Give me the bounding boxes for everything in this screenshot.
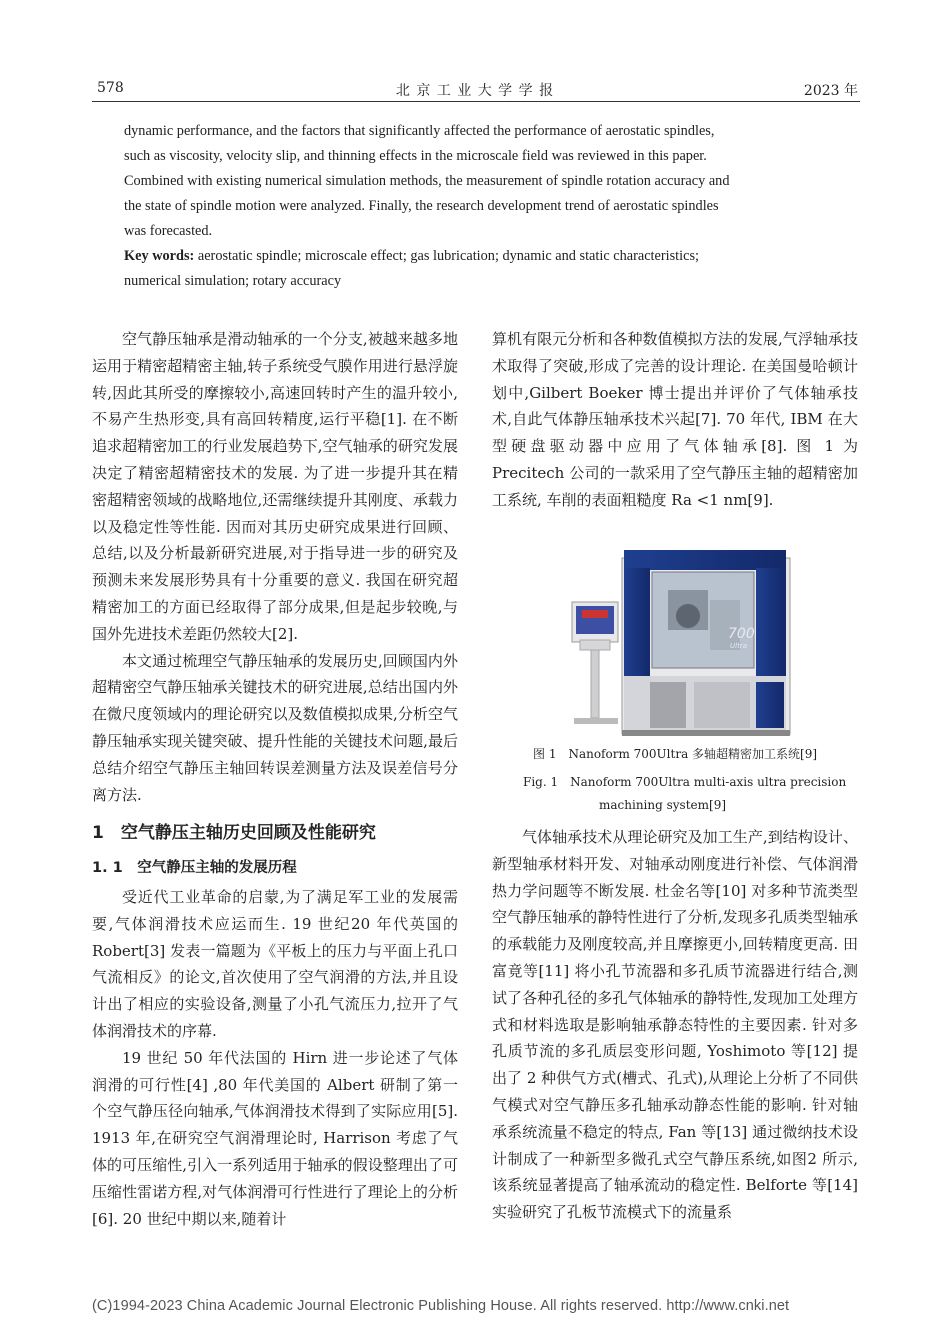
section-1-1-heading: 1. 1 空气静压主轴的发展历程 xyxy=(92,860,297,877)
section-paragraph-1: 受近代工业革命的启蒙,为了满足军工业的发展需要,气体润滑技术应运而生. 19 世纪20 年代英国的 Robert[3] 发表一篇题为《平板上的压力与平面上孔口气流相反》的论文,首次使用了空气润滑的方法,并且设计出了相应的实验设备,测量了小孔气流压力,拉开了气体润滑技术的序幕. xyxy=(92,887,458,1040)
left-column xyxy=(92,326,458,1232)
abstract-line: such as viscosity, velocity slip, and thinning effects in the microscale field was reviewed in this paper. xyxy=(124,148,707,164)
right-paragraph-2: 气体轴承技术从理论研究及加工生产,到结构设计、新型轴承材料开发、对轴承动刚度进行补偿、气体润滑热力学问题等不断发展. 杜金名等[10] 对多种节流类型空气静压轴承的静特性进行了分析,发现多孔质类型轴承的承载能力及刚度较高,并且摩擦更小,回转精度更高. 田富竟等[11] 将小孔节流器和多孔质节流器进行结合,测试了各种孔径的多孔气体轴承的静特性,发现加工处理方式和材料选取是影响轴承静态特性的主要因素. 针对多孔质节流的多孔质层变形问题, Yoshimoto 等[12] 提出了 2 种供气方式(槽式、孔式),从理论上分析了不同供气模式对空气静压多孔轴承动静态性能的影响. 针对轴承系统流量不稳定的特点, Fan 等[13] 通过微纳技术设计制成了一种新型多微孔式空气静压系统,如图2 所示,该系统显著提高了轴承流动的稳定性. Belforte 等[14] 实验研究了孔板节流模式下的流量系 xyxy=(492,828,858,1222)
abstract-line: was forecasted. xyxy=(124,223,213,239)
header-rule xyxy=(92,101,860,102)
keywords-line2: numerical simulation; rotary accuracy xyxy=(124,273,342,289)
page-number: 578 xyxy=(97,80,124,96)
section-paragraph-2: 19 世纪 50 年代法国的 Hirn 进一步论述了气体润滑的可行性[4] ,80 年代美国的 Albert 研制了第一个空气静压径向轴承,气体润滑技术得到了实际应用[5]. 1913 年,在研究空气润滑理论时, Harrison 考虑了气体的可压缩性,引入一系列适用于轴承的假设整理出了可压缩性雷诺方程,对气体润滑可行性进行了理论上的分析[6]. 20 世纪中期以来,随着计 xyxy=(92,1048,458,1228)
journal-title: 北 京 工 业 大 学 学 报 xyxy=(395,83,555,99)
abstract-line: dynamic performance, and the factors that significantly affected the performance of aerostatic spindles, xyxy=(124,123,715,139)
right-column-top xyxy=(492,326,858,514)
section-1-heading: 1 空气静压主轴历史回顾及性能研究 xyxy=(92,823,376,844)
copyright-footer: (C)1994-2023 China Academic Journal Electronic Publishing House. All rights reserved. http://www.cnki.net xyxy=(92,1298,790,1314)
figure-1-caption-en-1: Fig. 1 Nanoform 700Ultra multi-axis ultra precision xyxy=(523,775,847,789)
figure-1-image xyxy=(560,540,800,740)
keywords-line1: aerostatic spindle; microscale effect; gas lubrication; dynamic and static characteristics; xyxy=(194,248,699,264)
machine-model-sublabel: Ultra xyxy=(730,642,747,650)
intro-paragraph-1: 空气静压轴承是滑动轴承的一个分支,被越来越多地运用于精密超精密主轴,转子系统受气膜作用进行悬浮旋转,因此其所受的摩擦较小,高速回转时产生的温升较小,不易产生热形变,具有高回转精度,运行平稳[1]. 在不断追求超精密加工的行业发展趋势下,空气轴承的研究发展决定了精密超精密技术的发展. 为了进一步提升其在精密超精密领域的战略地位,还需继续提升其刚度、承载力以及稳定性等性能. 因而对其历史研究成果进行回顾、总结,以及分析最新研究进展,对于指导进一步的研究及预测未来发展形势具有十分重要的意义. 我国在研究超精密加工的方面已经取得了部分成果,但是起步较晚,与国外先进技术差距仍然较大[2]. xyxy=(92,330,458,643)
keywords xyxy=(124,244,829,269)
machine-illustration xyxy=(560,540,800,740)
right-column-bottom xyxy=(492,824,858,1226)
figure-1-caption-en-2: machining system[9] xyxy=(599,798,727,812)
right-paragraph-1: 算机有限元分析和各种数值模拟方法的发展,气浮轴承技术取得了突破,形成了完善的设计理论. 在美国曼哈顿计划中,Gilbert Boeker 博士提出并评价了气体轴承技术,自此气体静压轴承技术兴起[7]. 70 年代, IBM 在大型硬盘驱动器中应用了气体轴承[8]. 图 1 为 Precitech 公司的一款采用了空气静压主轴的超精密加工系统, 车削的表面粗糙度 Ra <1 nm[9]. xyxy=(492,330,858,509)
keywords-label: Key words: xyxy=(124,248,195,264)
abstract-block xyxy=(124,119,829,294)
machine-model-label: 700 xyxy=(728,626,755,642)
figure-1-caption-cn: 图 1 Nanoform 700Ultra 多轴超精密加工系统[9] xyxy=(533,747,818,761)
intro-paragraph-2: 本文通过梳理空气静压轴承的发展历史,回顾国内外超精密空气静压轴承关键技术的研究进展,总结出国内外在微尺度领域内的理论研究以及数值模拟成果,分析空气静压轴承实现关键突破、提升性能的关键技术问题,最后总结介绍空气静压主轴回转误差测量方法及误差信号分离方法. xyxy=(92,651,458,804)
abstract-line: Combined with existing numerical simulation methods, the measurement of spindle rotation accuracy and xyxy=(124,173,730,189)
header-year: 2023 年 xyxy=(803,83,858,99)
abstract-line: the state of spindle motion were analyzed. Finally, the research development trend of aerostatic spindles xyxy=(124,198,719,214)
